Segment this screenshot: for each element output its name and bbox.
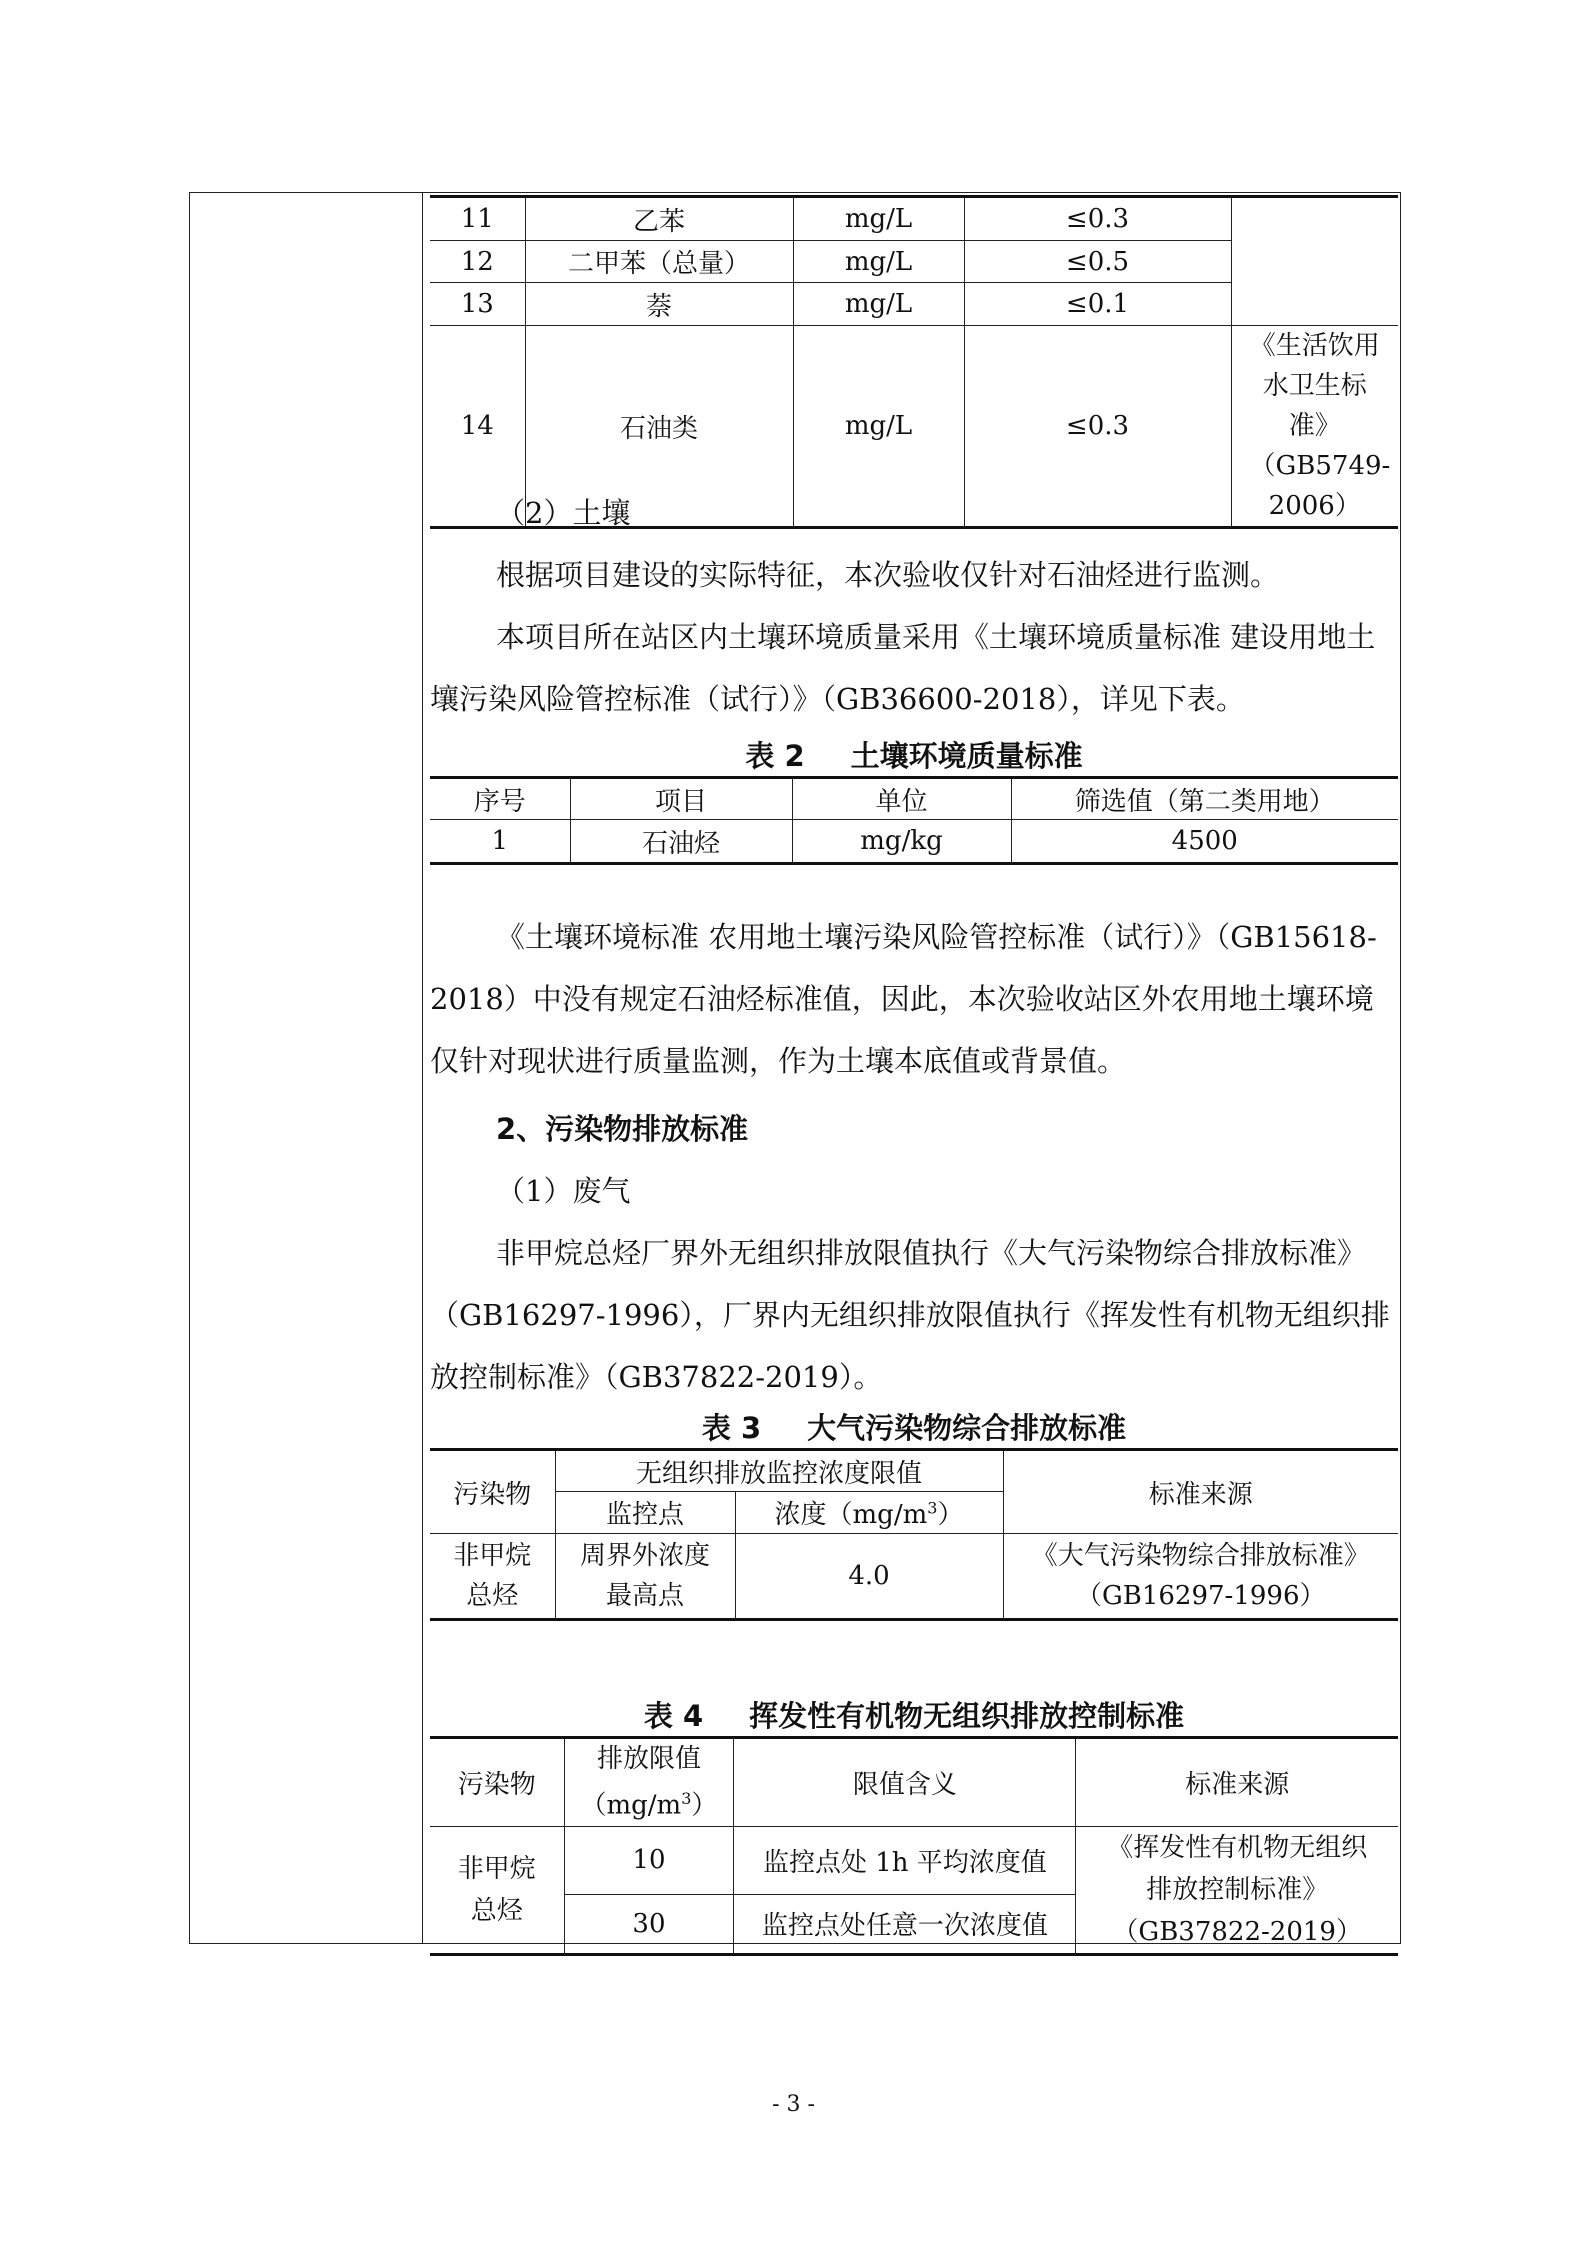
cell-source: 《挥发性有机物无组织排放控制标准》（GB37822-2019） [1076,1826,1398,1954]
table-row [430,197,1398,241]
cell: 1 [430,820,570,864]
header-cell: 污染物 [430,1738,564,1827]
soil-paragraph-2: 本项目所在站区内土壤环境质量采用《土壤环境质量标准 建设用地土壤污染风险管控标准（试行）》（GB36600-2018），详见下表。 [430,620,1376,716]
table4-wrap [430,1736,1398,1956]
cell: 4500 [1011,820,1398,864]
header-cell: 单位 [792,778,1011,820]
cell: 萘 [525,283,793,326]
cell-source: 《大气污染物综合排放标准》（GB16297-1996） [1003,1534,1398,1620]
cell: 石油类 [525,326,793,528]
cell: 二甲苯（总量） [525,241,793,283]
cell: ≤0.3 [964,326,1231,528]
cell: 监控点处任意一次浓度值 [734,1894,1076,1954]
cell: 监控点处 1h 平均浓度值 [734,1826,1076,1894]
table1-wrap [430,195,1398,529]
soil-heading: （2）土壤 [496,496,631,530]
table-row [430,820,1398,864]
header-cell: 标准来源 [1076,1738,1398,1827]
caption-title: 挥发性有机物无组织排放控制标准 [749,1699,1185,1733]
table-row [430,1826,1398,1894]
cell: 14 [430,326,525,528]
caption-number: 表 3 [701,1411,762,1445]
cell: 周界外浓度最高点 [555,1534,735,1620]
cell-empty [1231,197,1398,326]
cell: mg/L [793,326,964,528]
header-cell: 筛选值（第二类用地） [1011,778,1398,820]
cell: ≤0.3 [964,197,1231,241]
cell: 11 [430,197,525,241]
header-cell: 项目 [570,778,792,820]
header-cell: 监控点 [555,1492,735,1534]
table-header-row [430,1450,1398,1492]
cell: 12 [430,241,525,283]
cell: 13 [430,283,525,326]
header-cell: 污染物 [430,1450,555,1534]
table-header-row [430,1738,1398,1827]
cell: mg/L [793,197,964,241]
header-cell: 无组织排放监控浓度限值 [555,1450,1003,1492]
waste-gas-heading: （1）废气 [496,1174,631,1208]
cell: mg/L [793,283,964,326]
paragraph-gb15618: 《土壤环境标准 农用地土壤污染风险管控标准（试行）》（GB15618-2018）中没有规定石油烃标准值，因此，本次验收站区外农用地土壤环境仅针对现状进行质量监测，作为土壤本底值或背景值。 [430,920,1377,1078]
cell: ≤0.1 [964,283,1231,326]
superscript: 3 [927,1498,938,1518]
cell: 非甲烷总烃 [430,1826,564,1954]
table4 [430,1736,1398,1956]
header-cell: 限值含义 [734,1738,1076,1827]
header-cell: 标准来源 [1003,1450,1398,1534]
cell: mg/kg [792,820,1011,864]
header-cell [735,1492,1003,1534]
cell: 30 [564,1894,734,1954]
header-text: 排放限值（mg/m [580,1744,701,1821]
frame-divider [422,192,423,1944]
table3-caption [430,1406,1398,1447]
caption-number: 表 2 [745,739,805,773]
header-cell: 序号 [430,778,570,820]
table-header-row [430,778,1398,820]
table3-wrap [430,1448,1398,1621]
cell: ≤0.5 [964,241,1231,283]
header-text: ） [937,1500,964,1530]
table1 [430,195,1398,529]
cell: 4.0 [735,1534,1003,1620]
table2 [430,776,1398,865]
caption-number: 表 4 [643,1699,704,1733]
cell: 石油烃 [570,820,792,864]
page-number: - 3 - [772,2092,815,2117]
cell-source: 《生活饮用水卫生标准》（GB5749-2006） [1231,326,1398,528]
header-text: 浓度（mg/m [774,1500,928,1530]
cell: 10 [564,1826,734,1894]
cell: 非甲烷总烃 [430,1534,555,1620]
header-cell [564,1738,734,1827]
waste-gas-paragraph: 非甲烷总烃厂界外无组织排放限值执行《大气污染物综合排放标准》（GB16297-1996），厂界内无组织排放限值执行《挥发性有机物无组织排放控制标准》（GB37822-2019）。 [430,1236,1390,1394]
caption-title: 土壤环境质量标准 [850,739,1083,773]
table2-wrap [430,776,1398,865]
table4-caption [430,1694,1398,1735]
section-heading: 2、污染物排放标准 [496,1112,749,1146]
table-row [430,1534,1398,1620]
soil-paragraph-1: 根据项目建设的实际特征，本次验收仅针对石油烃进行监测。 [496,558,1280,592]
header-text: ） [691,1790,718,1821]
table2-caption [430,734,1398,775]
table3 [430,1448,1398,1621]
cell: 乙苯 [525,197,793,241]
cell: mg/L [793,241,964,283]
superscript: 3 [681,1789,692,1808]
caption-title: 大气污染物综合排放标准 [807,1411,1127,1445]
